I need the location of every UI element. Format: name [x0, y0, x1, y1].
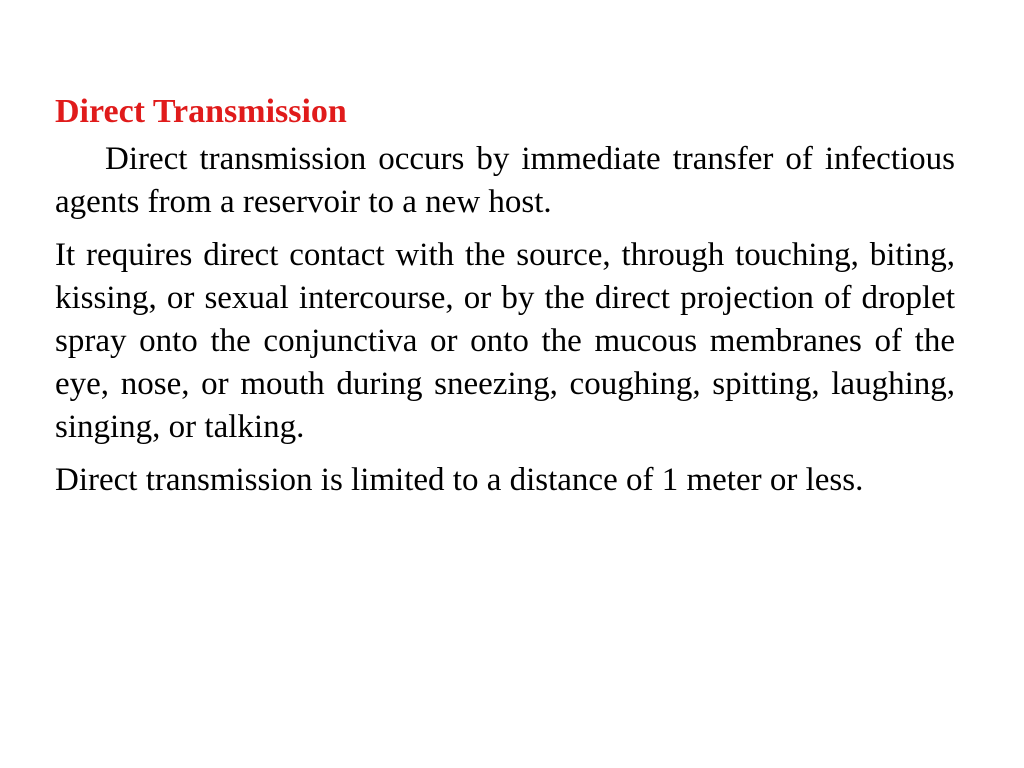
paragraph-definition: Direct transmission occurs by immediate transfer of infectious agents from a reservoir to a new host.: [55, 141, 955, 220]
paragraph-distance-limit: Direct transmission is limited to a distance of 1 meter or less.: [55, 462, 864, 498]
slide-heading: Direct Transmission: [55, 93, 347, 130]
paragraph-contact-methods: It requires direct contact with the source, through touching, biting, kissing, or sexual intercourse, or by the direct projection of droplet spray onto the conjunctiva or onto the mucous membranes of the eye, nose, or mouth during sneezing, coughing, spitting, laughing, singing, or talking.: [55, 237, 955, 445]
slide-content: [55, 88, 955, 512]
